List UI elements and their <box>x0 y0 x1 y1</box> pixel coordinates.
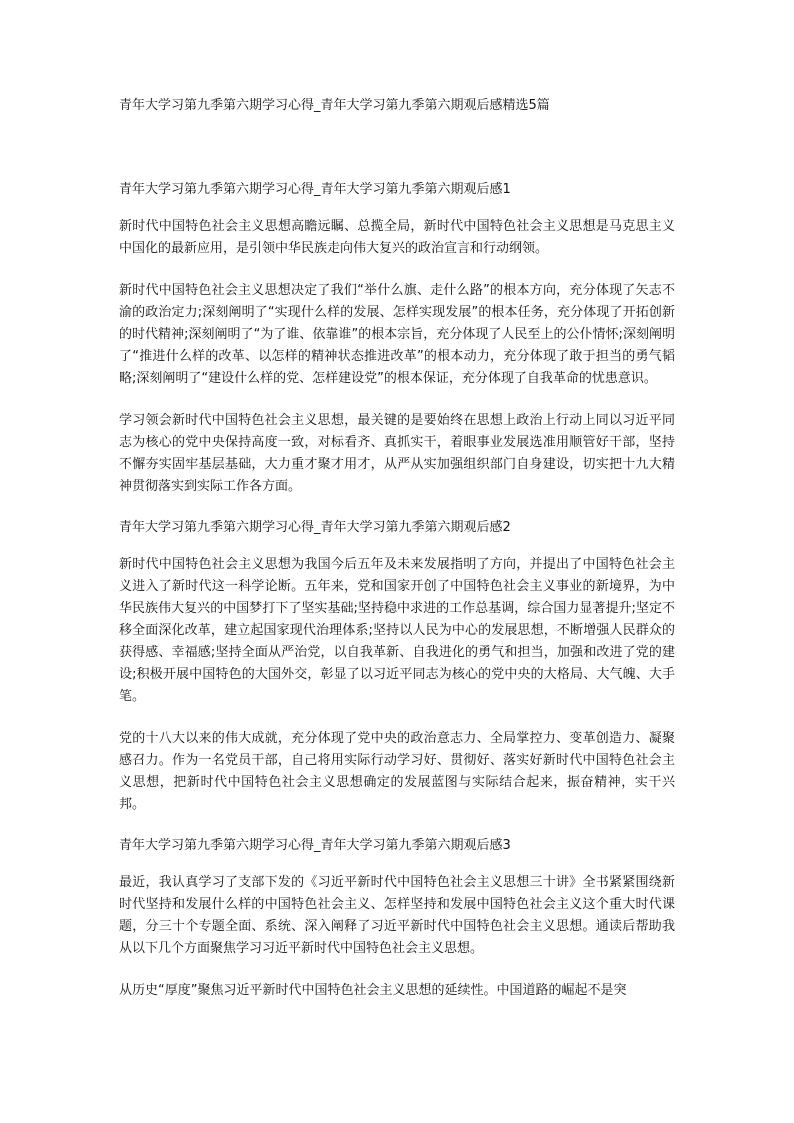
spacer <box>119 498 675 518</box>
paragraph: 党的十八大以来的伟大成就，充分体现了党中央的政治意志力、全局掌控力、变革创造力、凝聚感召力。作为一名党员干部，自己将用实际行动学习好、贯彻好、落实好新时代中国特色社会主义思想，把新时代中国特色社会主义思想确定的发展蓝图与实际结合起来，振奋精神，实干兴邦。 <box>119 731 675 812</box>
spacer <box>119 960 675 980</box>
section-heading-1: 青年大学习第九季第六期学习心得_青年大学习第九季第六期观后感1 <box>119 182 511 197</box>
spacer <box>119 856 675 872</box>
section-heading-3: 青年大学习第九季第六期学习心得_青年大学习第九季第六期观后感3 <box>119 838 511 853</box>
paragraph: 新时代中国特色社会主义思想高瞻远瞩、总揽全局，新时代中国特色社会主义思想是马克思主义中国化的最新应用，是引领中华民族走向伟大复兴的政治宣言和行动纲领。 <box>119 219 675 256</box>
paragraph: 新时代中国特色社会主义思想为我国今后五年及未来发展指明了方向，并提出了中国特色社会主义进入了新时代这一科学论断。五年来，党和国家开创了中国特色社会主义事业的新境界，为中华民族伟大复兴的中国梦打下了坚实基础;坚持稳中求进的工作总基调，综合国力显著提升;坚定不移全面深化改革，建立起国家现代治理体系;坚持以人民为中心的发展思想，不断增强人民群众的获得感、幸福感;坚持全面从严治党，以自我革新、自我进化的勇气和担当，加强和改进了党的建设;积极开展中国特色的大国外交，彰显了以习近平同志为核心的党中央的大格局、大气魄、大手笔。 <box>119 557 675 704</box>
spacer <box>119 816 675 836</box>
paragraph: 学习领会新时代中国特色社会主义思想，最关键的是要始终在思想上政治上行动上同以习近平同志为核心的党中央保持高度一致，对标看齐、真抓实干，着眼事业发展选准用顺管好干部，坚持不懈夯实固牢基层基础，大力重才聚才用才，从严从实加强组织部门自身建设，切实把十九大精神贯彻落实到实际工作各方面。 <box>119 413 675 494</box>
paragraph: 最近，我认真学习了支部下发的《习近平新时代中国特色社会主义思想三十讲》全书紧紧围绕新时代坚持和发展什么样的中国特色社会主义、怎样坚持和发展中国特色社会主义这个重大时代课题，分三十个专题全面、系统、深入阐释了习近平新时代中国特色社会主义思想。通读后帮助我从以下几个方面聚焦学习习近平新时代中国特色社会主义思想。 <box>119 875 675 956</box>
document-title: 青年大学习第九季第六期学习心得_青年大学习第九季第六期观后感精选5篇 <box>119 98 550 113</box>
spacer <box>119 538 675 554</box>
spacer <box>119 708 675 728</box>
spacer <box>119 390 675 410</box>
document-page <box>119 96 675 1002</box>
spacer <box>119 260 675 280</box>
paragraph: 从历史“厚度”聚焦习近平新时代中国特色社会主义思想的延续性。中国道路的崛起不是突 <box>119 983 627 998</box>
spacer <box>119 116 675 180</box>
spacer <box>119 200 675 216</box>
section-heading-2: 青年大学习第九季第六期学习心得_青年大学习第九季第六期观后感2 <box>119 520 511 535</box>
paragraph: 新时代中国特色社会主义思想决定了我们“举什么旗、走什么路”的根本方向，充分体现了矢志不渝的政治定力;深刻阐明了“实现什么样的发展、怎样实现发展”的根本任务，充分体现了开拓创新的时代精神;深刻阐明了“为了谁、依靠谁”的根本宗旨，充分体现了人民至上的公仆情怀;深刻阐明了“推进什么样的改革、以怎样的精神状态推进改革”的根本动力，充分体现了敢于担当的勇气韬略;深刻阐明了“建设什么样的党、怎样建设党”的根本保证，充分体现了自我革命的忧患意识。 <box>119 283 675 386</box>
